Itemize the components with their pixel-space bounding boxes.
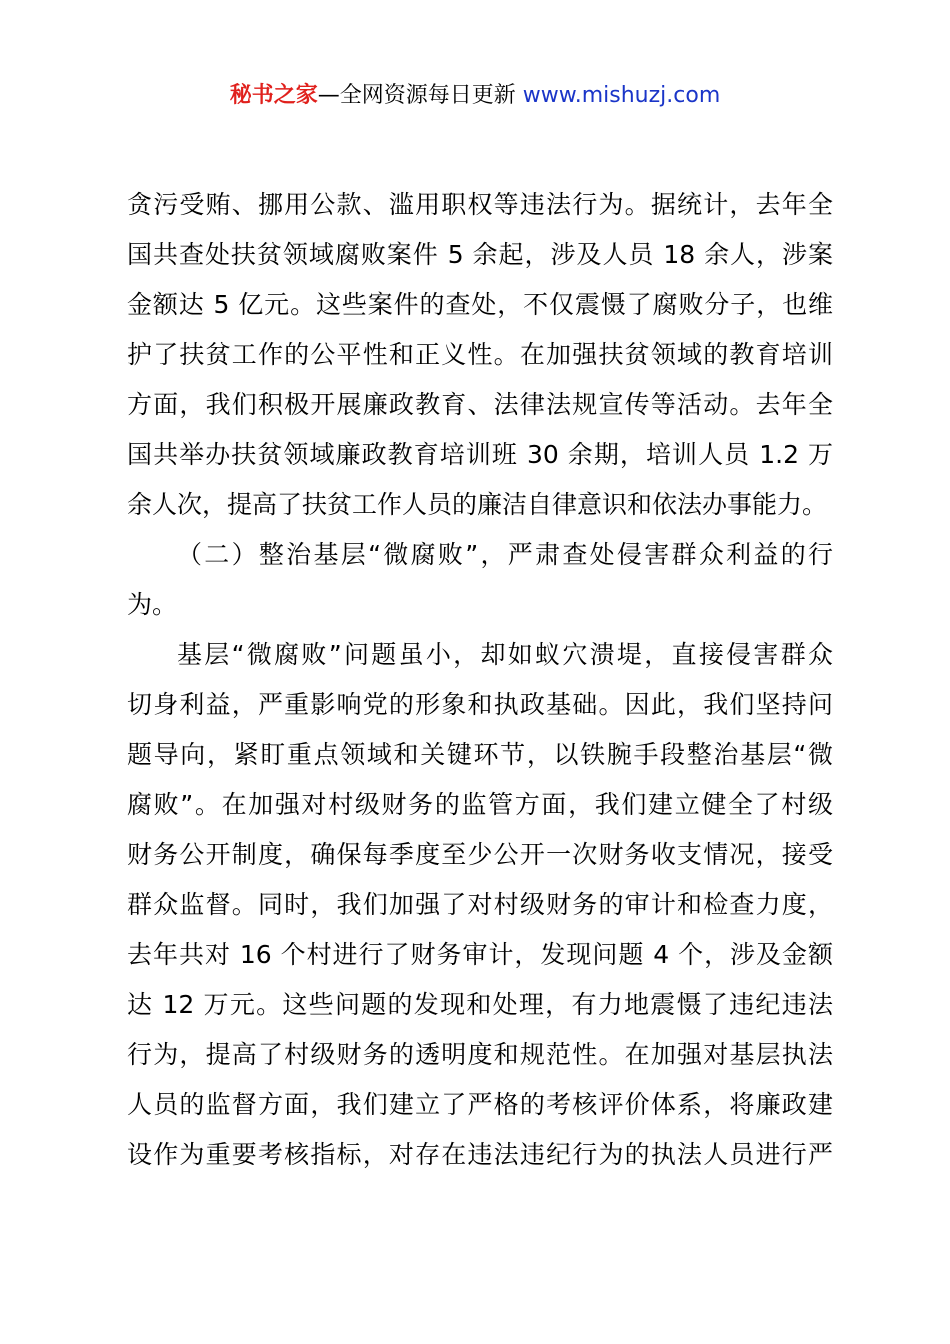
text-line: 人员的监督方面，我们建立了严格的考核评价体系，将廉政建 [127,1090,833,1119]
header-tagline: —全网资源每日更新 [317,83,523,108]
text-line: 方面，我们积极开展廉政教育、法律法规宣传等活动。去年全 [127,390,833,419]
brand-name: 秘书之家 [229,83,318,108]
text-line: 护了扶贫工作的公平性和正义性。在加强扶贫领域的教育培训 [127,340,833,369]
text-line: 国共举办扶贫领域廉政教育培训班 30 余期，培训人员 1.2 万 [127,440,833,469]
site-url-link[interactable]: www.mishuzj.com [522,83,721,108]
text-line: 腐败”。在加强对村级财务的监管方面，我们建立健全了村级 [127,790,833,819]
text-line: 余人次，提高了扶贫工作人员的廉洁自律意识和依法办事能力。 [127,490,828,519]
text-line: 财务公开制度，确保每季度至少公开一次财务收支情况，接受 [127,840,833,869]
document-body [127,180,833,1180]
text-line: 金额达 5 亿元。这些案件的查处，不仅震慑了腐败分子，也维 [127,290,833,319]
text-line: 群众监督。同时，我们加强了对村级财务的审计和检查力度， [127,890,833,919]
text-line: 为。 [127,590,178,619]
text-line: 行为，提高了村级财务的透明度和规范性。在加强对基层执法 [127,1040,833,1069]
text-line: 国共查处扶贫领域腐败案件 5 余起，涉及人员 18 余人，涉案 [127,240,833,269]
text-line: 贪污受贿、挪用公款、滥用职权等违法行为。据统计，去年全 [127,190,833,219]
text-line: 题导向，紧盯重点领域和关键环节，以铁腕手段整治基层“微 [127,740,833,769]
text-line: 去年共对 16 个村进行了财务审计，发现问题 4 个，涉及金额 [127,940,833,969]
text-line: （二）整治基层“微腐败”，严肃查处侵害群众利益的行 [177,540,833,569]
text-line: 切身利益，严重影响党的形象和执政基础。因此，我们坚持问 [127,690,833,719]
text-line: 设作为重要考核指标，对存在违法违纪行为的执法人员进行严 [127,1140,833,1169]
text-line: 基层“微腐败”问题虽小，却如蚁穴溃堤，直接侵害群众 [177,640,833,669]
page-header [0,80,950,112]
text-line: 达 12 万元。这些问题的发现和处理，有力地震慑了违纪违法 [127,990,833,1019]
